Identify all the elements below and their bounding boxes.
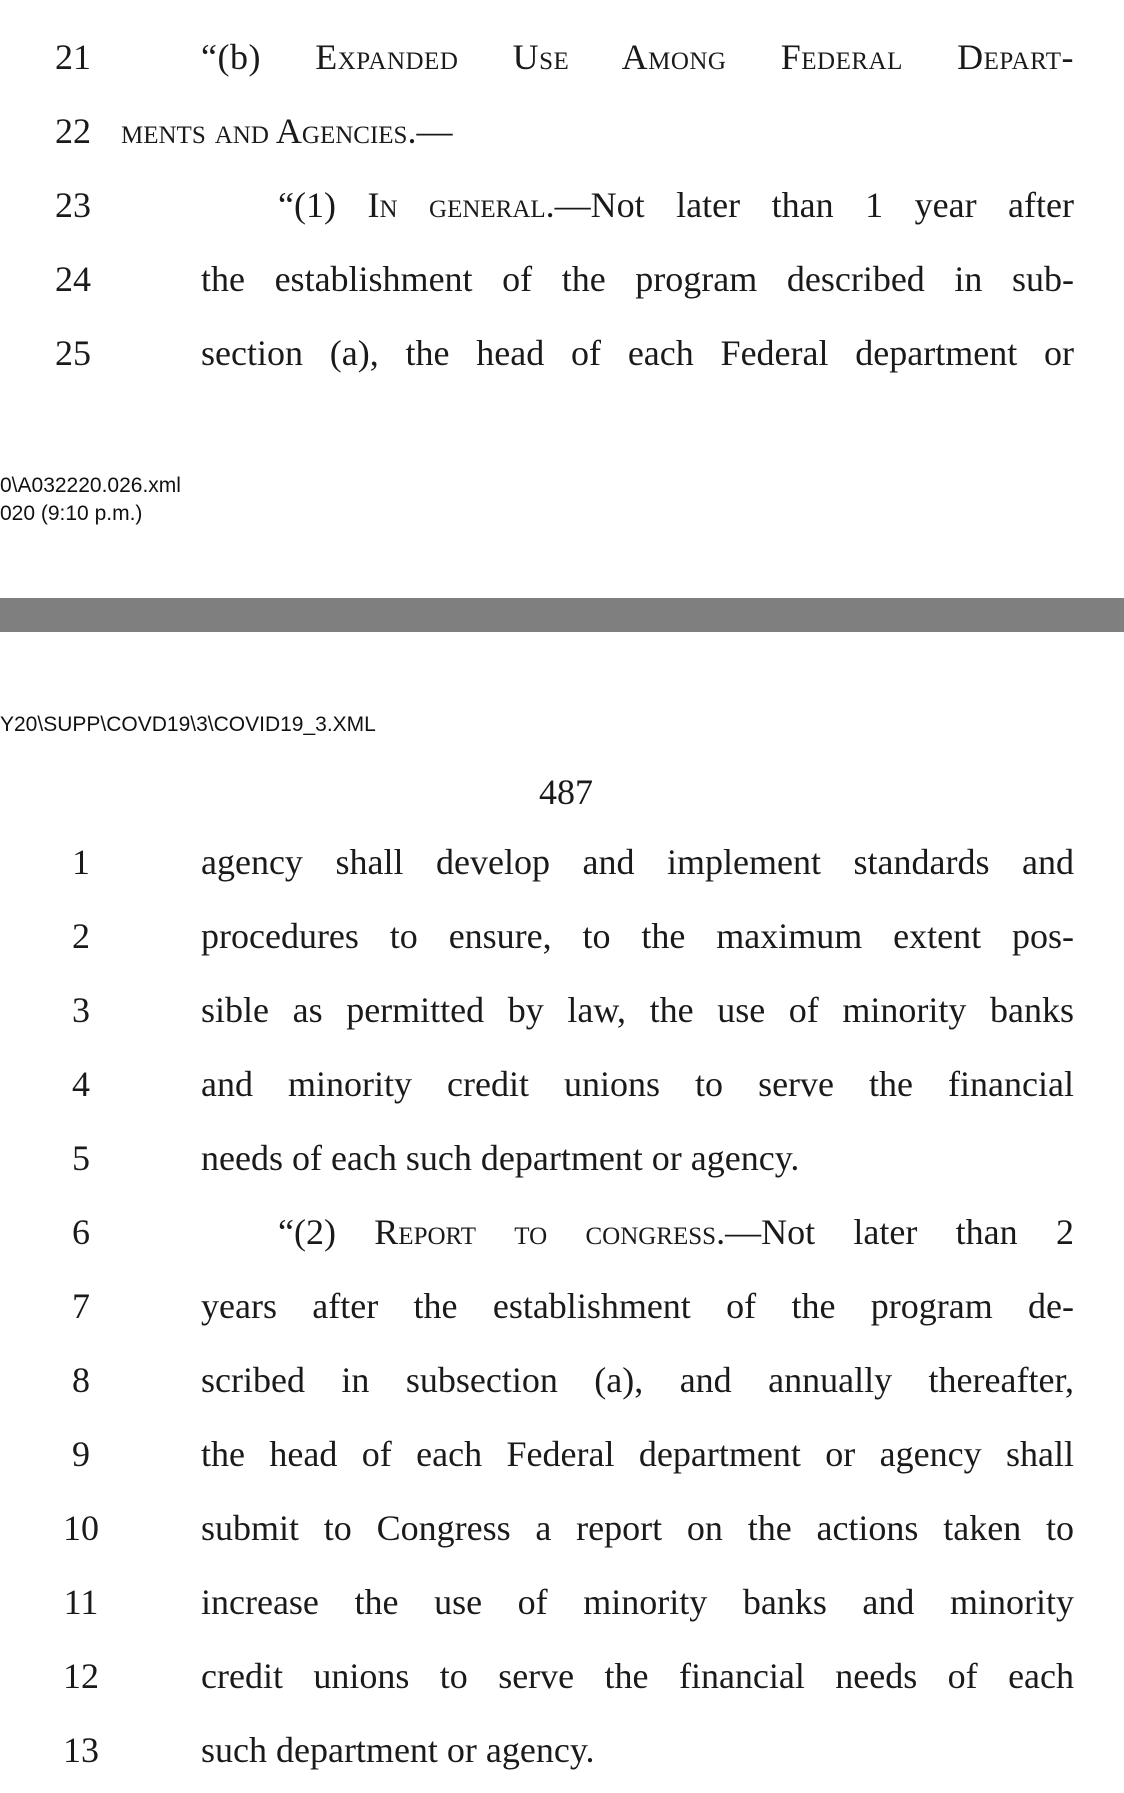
text-line-4 [0, 1047, 1124, 1121]
line-text: agency shall develop and implement standards and [201, 842, 1074, 882]
text-line-13 [0, 1713, 1124, 1787]
page-number: 487 [539, 772, 593, 812]
heading-small-caps: ments and Agencies.— [121, 111, 453, 151]
line-number: 25 [55, 333, 91, 373]
heading-small-caps: Report to congress. [374, 1212, 726, 1252]
text-line-3 [0, 973, 1124, 1047]
text-line-12 [0, 1639, 1124, 1713]
text-line-6 [0, 1195, 1124, 1269]
line-text: scribed in subsection (a), and annually thereafter, [201, 1360, 1074, 1400]
text-line-2 [0, 899, 1124, 973]
line-number: 9 [72, 1434, 90, 1474]
line-text-segment: —Not later than 2 [725, 1212, 1074, 1252]
line-number: 24 [55, 259, 91, 299]
footer-timestamp: 020 (9:10 p.m.) [0, 502, 143, 525]
line-text: submit to Congress a report on the actions taken to [201, 1508, 1074, 1548]
heading-small-caps: Expanded Use Among Federal Depart- [315, 37, 1074, 77]
text-line-11 [0, 1565, 1124, 1639]
line-text: the head of each Federal department or agency shall [201, 1434, 1074, 1474]
line-text-segment: the establishment of the program described in sub- [201, 259, 1074, 299]
line-number: 11 [63, 1582, 99, 1622]
line-number: 6 [72, 1212, 90, 1252]
text-line-21 [0, 20, 1124, 94]
line-text-segment: —Not later than 1 year after [554, 185, 1074, 225]
line-number: 12 [63, 1656, 99, 1696]
page-separator [0, 598, 1124, 632]
line-number: 1 [72, 842, 90, 882]
line-number: 4 [72, 1064, 90, 1104]
text-line-24 [0, 242, 1124, 316]
cut-off-text-fragment [200, 0, 490, 6]
text-line-9 [0, 1417, 1124, 1491]
line-text: credit unions to serve the financial needs of each [201, 1656, 1074, 1696]
text-line-22 [0, 94, 1124, 168]
line-number: 5 [72, 1138, 90, 1178]
text-line-23 [0, 168, 1124, 242]
line-text: increase the use of minority banks and minority [201, 1582, 1074, 1622]
line-text: sible as permitted by law, the use of minority banks [201, 990, 1074, 1030]
line-text [201, 242, 1074, 316]
line-text: procedures to ensure, to the maximum extent pos- [201, 916, 1074, 956]
line-text [201, 316, 1074, 390]
text-line-1 [0, 825, 1124, 899]
line-text: such department or agency. [201, 1730, 595, 1770]
line-number: 21 [55, 37, 91, 77]
line-number: 10 [63, 1508, 99, 1548]
line-number: 3 [72, 990, 90, 1030]
document-page-top [0, 0, 1124, 598]
footer-file-name: 0\A032220.026.xml [0, 474, 181, 497]
text-line-25 [0, 316, 1124, 390]
line-number: 8 [72, 1360, 90, 1400]
line-text: needs of each such department or agency. [201, 1138, 800, 1178]
line-text-segment: section (a), the head of each Federal department or [201, 333, 1074, 373]
text-line-7 [0, 1269, 1124, 1343]
line-text-segment: “(2) [278, 1212, 375, 1252]
line-number: 13 [63, 1730, 99, 1770]
line-text [201, 20, 1074, 94]
text-line-5 [0, 1121, 1124, 1195]
document-page-bottom [0, 632, 1124, 1793]
line-text [278, 1195, 1074, 1269]
line-text-segment: “(1) [278, 185, 368, 225]
line-number: 2 [72, 916, 90, 956]
line-text: and minority credit unions to serve the financial [201, 1064, 1074, 1104]
heading-small-caps: In general. [367, 185, 555, 225]
text-line-8 [0, 1343, 1124, 1417]
text-line-10 [0, 1491, 1124, 1565]
line-text-segment: “(b) [201, 37, 316, 77]
line-number: 7 [72, 1286, 90, 1326]
header-file-path: Y20\SUPP\COVD19\3\COVID19_3.XML [0, 713, 376, 736]
line-text [121, 94, 541, 168]
line-text: years after the establishment of the program de- [201, 1286, 1074, 1326]
line-text [278, 168, 1074, 242]
line-number: 23 [55, 185, 91, 225]
line-number: 22 [55, 111, 91, 151]
